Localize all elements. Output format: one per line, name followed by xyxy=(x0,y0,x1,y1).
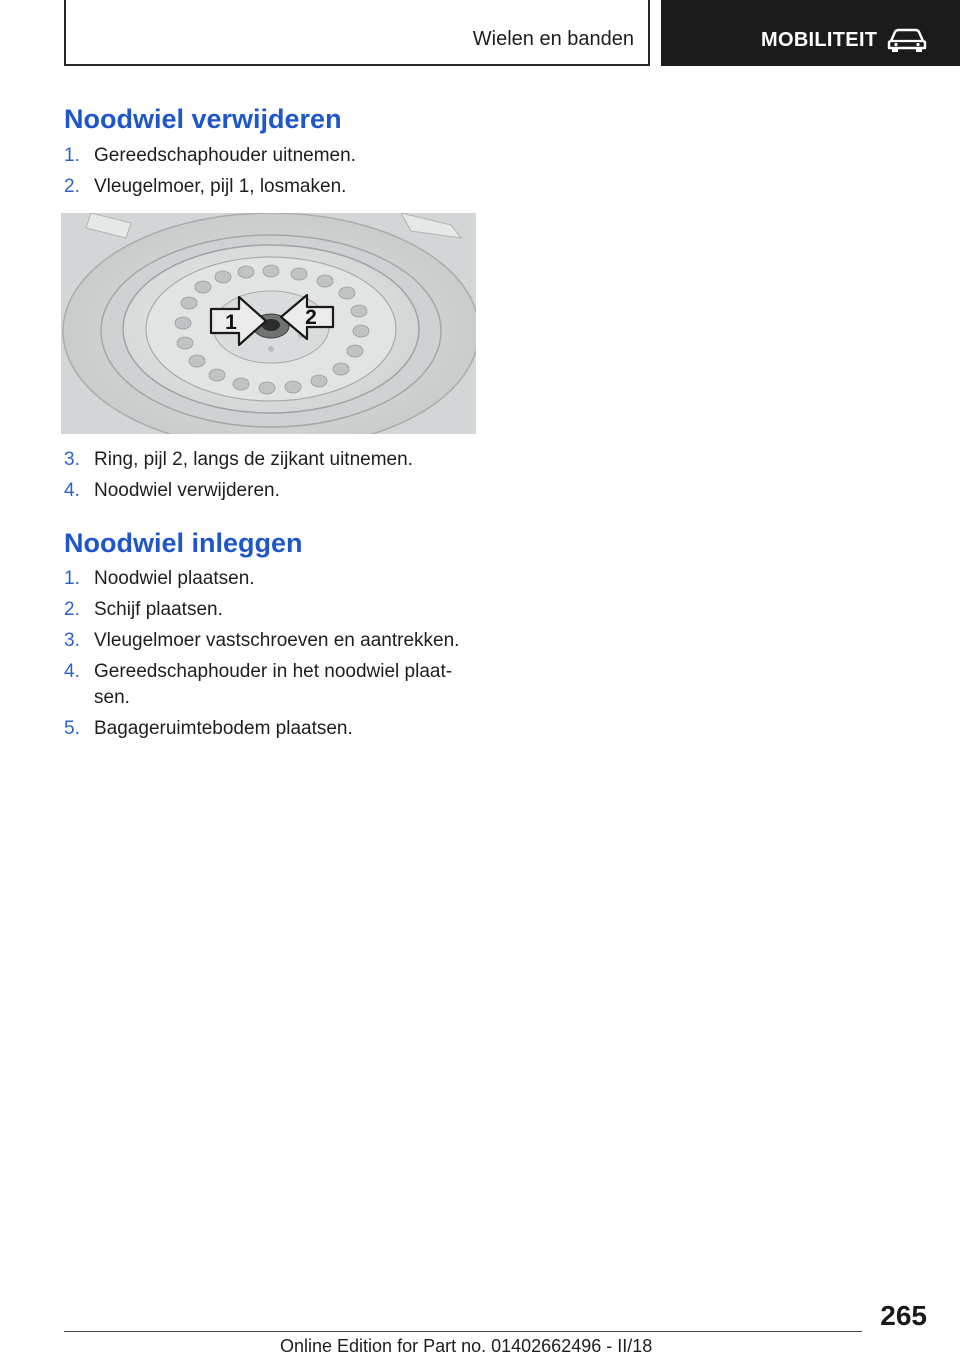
step-number: 2. xyxy=(64,176,80,197)
step-number: 1. xyxy=(64,568,80,589)
step-text: Ring, pijl 2, langs de zijkant uitnemen. xyxy=(94,449,413,470)
page-number: 265 xyxy=(880,1300,927,1331)
list-item xyxy=(64,447,476,473)
spare-wheel-illustration xyxy=(61,213,476,434)
step-number: 1. xyxy=(64,145,80,166)
heading-noodwiel-verwijderen: Noodwiel verwijderen xyxy=(64,104,342,134)
step-number: 2. xyxy=(64,599,80,620)
heading-noodwiel-inleggen: Noodwiel inleggen xyxy=(64,528,303,558)
step-number: 5. xyxy=(64,718,80,739)
step-number: 3. xyxy=(64,449,80,470)
chapter-tab xyxy=(661,0,960,66)
spare-wheel-svg xyxy=(61,213,476,434)
steps-list-remove-part2 xyxy=(64,447,476,509)
list-item xyxy=(64,716,476,742)
list-item xyxy=(64,597,476,623)
step-text: Bagageruimtebodem plaatsen. xyxy=(94,718,353,739)
step-number: 4. xyxy=(64,661,80,682)
list-item xyxy=(64,174,476,200)
step-text: Noodwiel verwijderen. xyxy=(94,480,280,501)
footer-divider xyxy=(64,1331,862,1332)
list-item xyxy=(64,628,476,654)
list-item xyxy=(64,659,460,711)
steps-list-remove-part1 xyxy=(64,143,476,205)
steps-list-insert xyxy=(64,566,476,747)
edition-text: Online Edition for Part no. 01402662496 - II/18 xyxy=(280,1336,653,1356)
step-text: Gereedschaphouder uitnemen. xyxy=(94,145,356,166)
step-text: Gereedschaphouder in het noodwiel plaat‐ sen. xyxy=(94,661,453,708)
chapter-title: MOBILITEIT xyxy=(761,29,878,51)
step-text: Noodwiel plaatsen. xyxy=(94,568,255,589)
arrow-2-label: 2 xyxy=(305,306,317,329)
step-text: Vleugelmoer vastschroeven en aantrekken. xyxy=(94,630,460,651)
list-item xyxy=(64,478,476,504)
step-text: Schijf plaatsen. xyxy=(94,599,223,620)
arrow-1-label: 1 xyxy=(225,311,237,334)
list-item xyxy=(64,143,476,169)
step-number: 4. xyxy=(64,480,80,501)
header-section-box xyxy=(64,0,650,66)
car-icon xyxy=(887,27,927,53)
step-number: 3. xyxy=(64,630,80,651)
section-title: Wielen en banden xyxy=(472,28,634,50)
step-text: Vleugelmoer, pijl 1, losmaken. xyxy=(94,176,347,197)
list-item xyxy=(64,566,476,592)
